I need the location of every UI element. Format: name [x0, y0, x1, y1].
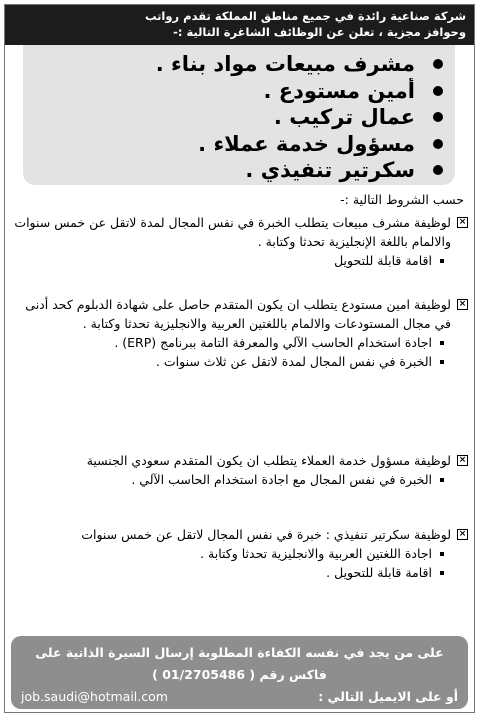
fax-number: ( 01/2705486 ) [152, 667, 256, 682]
square-bullet-icon [440, 259, 444, 263]
ad-header [5, 5, 474, 45]
square-bullet-icon [440, 360, 444, 364]
bullet-icon [433, 59, 443, 69]
condition-sales-supervisor: × لوظيفة مشرف مبيعات يتطلب الخبرة في نفس المجال لمدة لاتقل عن خمس سنوات والالمام باللغة الإنجليزية تحدثا وكتابة . اقامة قابلة للتحويل [14, 215, 467, 268]
vacancy-item: أمين مستودع . [35, 78, 443, 105]
checkbox-icon: × [458, 217, 467, 227]
square-bullet-icon [440, 478, 444, 482]
condition-customer-service: × لوظيفة مسؤول خدمة العملاء يتطلب ان يكون المتقدم سعودي الجنسية الخبرة في نفس المجال مع اجادة استخدام الحاسب الآلي . [86, 453, 467, 487]
vacancy-item: مسؤول خدمة عملاء . [35, 131, 443, 158]
email-label: أو على الايميل التالي : [318, 689, 458, 704]
footer-instructions: على من يجد في نفسه الكفاءة المطلوبة إرسال السيرة الذاتية على [35, 645, 444, 660]
vacancies-list [23, 45, 455, 185]
email-address: job.saudi@hotmail.com [21, 689, 168, 704]
bullet-icon [433, 165, 443, 175]
condition-executive-secretary: × لوظيفة سكرتير تنفيذي : خبرة في نفس المجال لاتقل عن خمس سنوات اجادة اللغتين العربية والانجليزية تحدثا وكتابة . اقامة قابلة للتحويل . [81, 527, 467, 580]
conditions-title: حسب الشروط التالية :- [340, 192, 464, 207]
vacancy-item: مشرف مبيعات مواد بناء . [35, 51, 443, 78]
checkbox-icon: × [458, 455, 467, 465]
job-advertisement [4, 4, 475, 713]
vacancy-item: عمال تركيب . [35, 104, 443, 131]
vacancy-item: سكرتير تنفيذي . [35, 157, 443, 184]
square-bullet-icon [440, 571, 444, 575]
condition-warehouse-keeper: × لوظيفة امين مستودع يتطلب ان يكون المتقدم حاصل على شهادة الدبلوم كحد أدنى في مجال المستودعات والالمام باللغتين العربية والانجليزية تحدثا وكتابة . اجادة استخدام الحاسب الآلي والمعرفة التامة ببرنامج (ERP) . الخبرة في نفس المجال لمدة لاتقل عن ثلاث سنوات . [25, 297, 467, 369]
contact-footer [11, 636, 468, 709]
header-line-2: وحوافز مجزية ، تعلن عن الوظائف الشاغرة التالية :- [173, 25, 466, 39]
bullet-icon [433, 112, 443, 122]
checkbox-icon: × [458, 299, 467, 309]
square-bullet-icon [440, 552, 444, 556]
fax-label: فاكس رقم [259, 667, 327, 682]
header-line-1: شركة صناعية رائدة في جميع مناطق المملكة تقدم رواتب [144, 9, 466, 23]
bullet-icon [433, 86, 443, 96]
square-bullet-icon [440, 341, 444, 345]
bullet-icon [433, 139, 443, 149]
email-line [21, 686, 458, 708]
checkbox-icon: × [458, 529, 467, 539]
fax-line [21, 664, 458, 686]
